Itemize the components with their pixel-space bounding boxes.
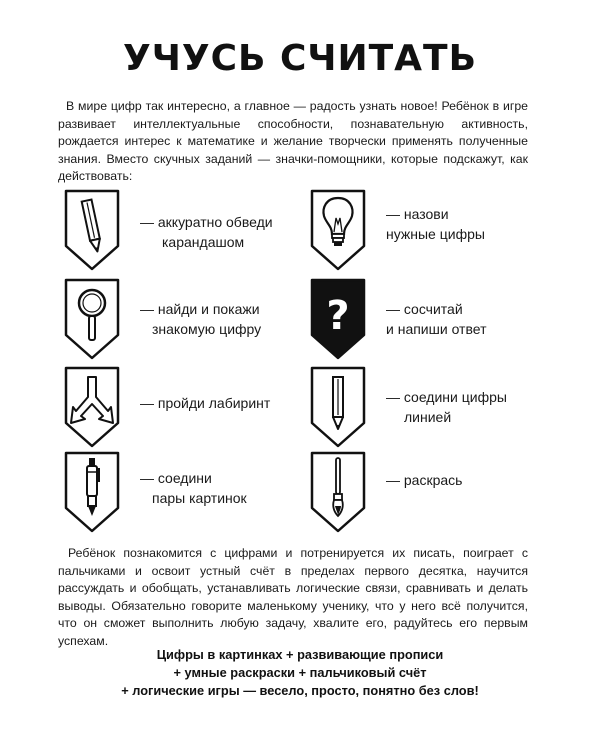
legend-lightbulb: [308, 188, 578, 272]
maze-arrow-icon: [62, 365, 122, 449]
legend-pencil: [62, 188, 332, 272]
legend-paintbrush: [308, 450, 578, 534]
caption-line: — соедини цифры: [386, 389, 507, 405]
pencil-icon: [62, 188, 122, 272]
caption-line: знакомую цифру: [152, 321, 262, 337]
caption-line: — пройди лабиринт: [140, 395, 271, 411]
legend-pen: [62, 450, 332, 534]
legend-maze: [62, 365, 332, 449]
page-title: УЧУСЬ СЧИТАТЬ: [122, 38, 478, 79]
magnifier-icon: [62, 277, 122, 361]
pen-icon: [62, 450, 122, 534]
caption-line: — найди и покажи: [140, 301, 260, 317]
legend-magnifier: [62, 277, 332, 361]
legend-pencil-line: [308, 365, 578, 449]
legend-question: [308, 277, 578, 361]
caption-line: — сосчитай: [386, 301, 463, 317]
caption-line: нужные цифры: [386, 226, 485, 242]
caption-line: — соедини: [140, 470, 212, 486]
caption-line: — назови: [386, 206, 449, 222]
lightbulb-icon: [308, 188, 368, 272]
caption-line: пары картинок: [152, 490, 247, 506]
question-icon: [308, 277, 368, 361]
outro-paragraph: Ребёнок познакомится с цифрами и потренируется их писать, поиграет с пальчиками и освоит устный счёт в пределах первого десятка, научится рассуждать и обобщать, устанавливать логические связи, сравнивать и делать выводы. Обязательно говорите маленькому ученику, что у него всё получится, что он сможет выполнить любую задачу, хвалите его, радуйтесь его первым успехам.: [58, 546, 528, 648]
paintbrush-icon: [308, 450, 368, 534]
caption-line: и напиши ответ: [386, 321, 487, 337]
slogan-line: + логические игры — весело, просто, понятно без слов!: [121, 683, 479, 698]
caption-line: — аккуратно обведи: [140, 214, 273, 230]
intro-paragraph: В мире цифр так интересно, а главное — радость узнать новое! Ребёнок в игре развивает интеллектуальные способности, познавательную активность, рождается интерес к математике и желание творчески применять полученные знания. Вместо скучных заданий — значки-помощники, которые подскажут, как действовать:: [58, 99, 528, 184]
caption-line: карандашом: [162, 234, 245, 250]
caption-line: — раскрась: [386, 472, 463, 488]
pencil-short-icon: [308, 365, 368, 449]
caption-line: линией: [404, 409, 452, 425]
svg-text:?: ?: [326, 293, 350, 339]
slogan-line: Цифры в картинках + развивающие прописи: [156, 647, 444, 662]
slogan-line: + умные раскраски + пальчиковый счёт: [173, 665, 427, 680]
